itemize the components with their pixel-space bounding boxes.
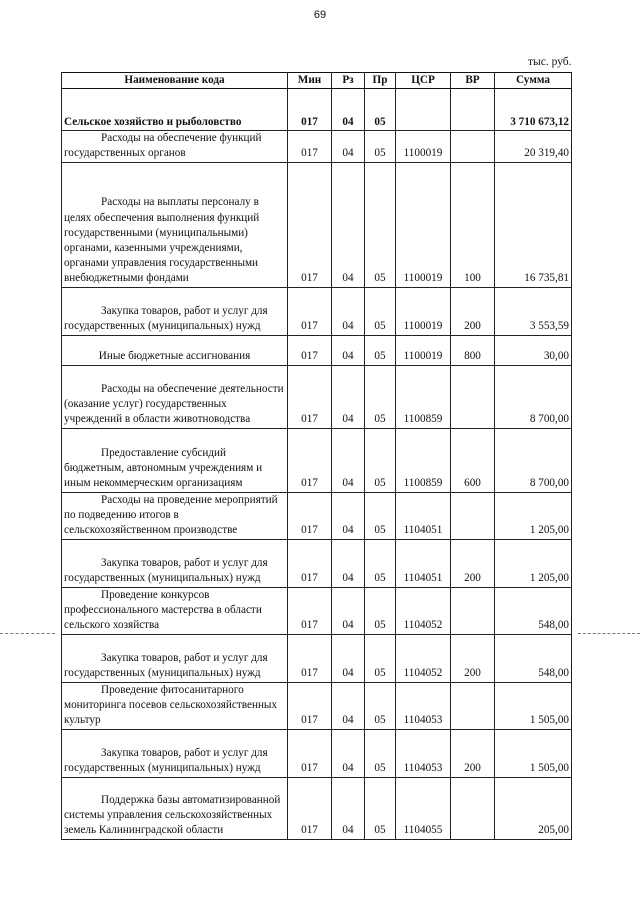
row-sum: 548,00 bbox=[495, 634, 572, 682]
table-row bbox=[62, 287, 572, 335]
row-pr: 05 bbox=[365, 428, 396, 492]
table-row bbox=[62, 365, 572, 428]
budget-table bbox=[61, 72, 572, 840]
row-csr: 1104053 bbox=[396, 682, 451, 729]
row-min: 017 bbox=[288, 335, 332, 365]
row-csr: 1100859 bbox=[396, 365, 451, 428]
row-sum: 16 735,81 bbox=[495, 162, 572, 287]
row-name: Расходы на выплаты персоналу в целях обеспечения выполнения функций государственными (муниципальными) органами, казенными учреждениями, органами управления государственными внебюджетными фондами bbox=[62, 162, 288, 287]
row-name: Проведение фитосанитарного мониторинга посевов сельскохозяйственных культур bbox=[62, 682, 288, 729]
row-csr: 1100859 bbox=[396, 428, 451, 492]
row-rz: 04 bbox=[332, 365, 365, 428]
table-row bbox=[62, 131, 572, 162]
row-pr: 05 bbox=[365, 777, 396, 839]
header-vr: ВР bbox=[451, 73, 495, 89]
page-number: 69 bbox=[313, 9, 327, 21]
row-name: Закупка товаров, работ и услуг для государственных (муниципальных) нужд bbox=[62, 729, 288, 777]
row-csr: 1100019 bbox=[396, 131, 451, 162]
row-csr: 1104051 bbox=[396, 492, 451, 539]
row-rz: 04 bbox=[332, 587, 365, 634]
row-pr: 05 bbox=[365, 89, 396, 131]
row-pr: 05 bbox=[365, 634, 396, 682]
row-rz: 04 bbox=[332, 428, 365, 492]
row-sum: 8 700,00 bbox=[495, 428, 572, 492]
row-min: 017 bbox=[288, 131, 332, 162]
row-csr: 1104055 bbox=[396, 777, 451, 839]
row-vr bbox=[451, 587, 495, 634]
row-sum: 548,00 bbox=[495, 587, 572, 634]
table-row bbox=[62, 428, 572, 492]
row-name: Иные бюджетные ассигнования bbox=[62, 335, 288, 365]
table-header-row bbox=[62, 73, 572, 89]
row-pr: 05 bbox=[365, 335, 396, 365]
row-vr bbox=[451, 131, 495, 162]
row-vr: 200 bbox=[451, 729, 495, 777]
table-row bbox=[62, 539, 572, 587]
row-rz: 04 bbox=[332, 492, 365, 539]
row-name: Проведение конкурсов профессионального мастерства в области сельского хозяйства bbox=[62, 587, 288, 634]
row-pr: 05 bbox=[365, 162, 396, 287]
row-name: Поддержка базы автоматизированной системы управления сельскохозяйственных земель Калининградской области bbox=[62, 777, 288, 839]
row-csr: 1100019 bbox=[396, 287, 451, 335]
row-vr bbox=[451, 682, 495, 729]
row-sum: 1 505,00 bbox=[495, 682, 572, 729]
table-row bbox=[62, 492, 572, 539]
header-min: Мин bbox=[288, 73, 332, 89]
row-vr: 200 bbox=[451, 634, 495, 682]
row-rz: 04 bbox=[332, 335, 365, 365]
row-csr: 1104052 bbox=[396, 634, 451, 682]
row-pr: 05 bbox=[365, 682, 396, 729]
row-sum: 1 205,00 bbox=[495, 539, 572, 587]
header-csr: ЦСР bbox=[396, 73, 451, 89]
header-sum: Сумма bbox=[495, 73, 572, 89]
units-label: тыс. руб. bbox=[528, 56, 572, 68]
row-name: Закупка товаров, работ и услуг для государственных (муниципальных) нужд bbox=[62, 287, 288, 335]
row-vr: 200 bbox=[451, 539, 495, 587]
row-rz: 04 bbox=[332, 539, 365, 587]
row-vr bbox=[451, 777, 495, 839]
row-vr: 800 bbox=[451, 335, 495, 365]
row-sum: 3 710 673,12 bbox=[495, 89, 572, 131]
row-name: Расходы на проведение мероприятий по подведению итогов в сельскохозяйственном производстве bbox=[62, 492, 288, 539]
row-rz: 04 bbox=[332, 162, 365, 287]
table-row bbox=[62, 89, 572, 131]
scan-artifact-line bbox=[0, 633, 55, 634]
table-row bbox=[62, 634, 572, 682]
table-row bbox=[62, 682, 572, 729]
row-min: 017 bbox=[288, 492, 332, 539]
row-name: Расходы на обеспечение функций государственных органов bbox=[62, 131, 288, 162]
row-csr: 1104053 bbox=[396, 729, 451, 777]
row-sum: 205,00 bbox=[495, 777, 572, 839]
row-min: 017 bbox=[288, 428, 332, 492]
table-row bbox=[62, 777, 572, 839]
row-name: Сельское хозяйство и рыболовство bbox=[62, 89, 288, 131]
row-vr bbox=[451, 89, 495, 131]
row-csr: 1100019 bbox=[396, 335, 451, 365]
row-rz: 04 bbox=[332, 634, 365, 682]
row-rz: 04 bbox=[332, 89, 365, 131]
row-vr: 600 bbox=[451, 428, 495, 492]
row-min: 017 bbox=[288, 162, 332, 287]
row-csr: 1100019 bbox=[396, 162, 451, 287]
header-pr: Пр bbox=[365, 73, 396, 89]
header-name: Наименование кода bbox=[62, 73, 288, 89]
row-pr: 05 bbox=[365, 587, 396, 634]
row-min: 017 bbox=[288, 682, 332, 729]
row-pr: 05 bbox=[365, 287, 396, 335]
scan-artifact-line bbox=[578, 633, 640, 634]
row-vr bbox=[451, 492, 495, 539]
row-min: 017 bbox=[288, 634, 332, 682]
row-pr: 05 bbox=[365, 131, 396, 162]
row-name: Закупка товаров, работ и услуг для государственных (муниципальных) нужд bbox=[62, 539, 288, 587]
row-min: 017 bbox=[288, 729, 332, 777]
row-rz: 04 bbox=[332, 777, 365, 839]
row-min: 017 bbox=[288, 287, 332, 335]
row-name: Предоставление субсидий бюджетным, автономным учреждениям и иным некоммерческим организациям bbox=[62, 428, 288, 492]
row-pr: 05 bbox=[365, 729, 396, 777]
row-csr bbox=[396, 89, 451, 131]
row-min: 017 bbox=[288, 365, 332, 428]
row-vr bbox=[451, 365, 495, 428]
header-rz: Рз bbox=[332, 73, 365, 89]
row-sum: 1 505,00 bbox=[495, 729, 572, 777]
row-name: Расходы на обеспечение деятельности (оказание услуг) государственных учреждений в области животноводства bbox=[62, 365, 288, 428]
row-min: 017 bbox=[288, 777, 332, 839]
row-pr: 05 bbox=[365, 492, 396, 539]
row-min: 017 bbox=[288, 587, 332, 634]
row-sum: 3 553,59 bbox=[495, 287, 572, 335]
row-sum: 8 700,00 bbox=[495, 365, 572, 428]
row-min: 017 bbox=[288, 89, 332, 131]
row-csr: 1104052 bbox=[396, 587, 451, 634]
row-min: 017 bbox=[288, 539, 332, 587]
row-sum: 20 319,40 bbox=[495, 131, 572, 162]
table-row bbox=[62, 587, 572, 634]
row-csr: 1104051 bbox=[396, 539, 451, 587]
row-rz: 04 bbox=[332, 682, 365, 729]
row-pr: 05 bbox=[365, 539, 396, 587]
row-name: Закупка товаров, работ и услуг для государственных (муниципальных) нужд bbox=[62, 634, 288, 682]
row-vr: 100 bbox=[451, 162, 495, 287]
row-rz: 04 bbox=[332, 729, 365, 777]
row-vr: 200 bbox=[451, 287, 495, 335]
table-row bbox=[62, 162, 572, 287]
table-row bbox=[62, 729, 572, 777]
row-sum: 30,00 bbox=[495, 335, 572, 365]
table-row bbox=[62, 335, 572, 365]
row-sum: 1 205,00 bbox=[495, 492, 572, 539]
row-pr: 05 bbox=[365, 365, 396, 428]
row-rz: 04 bbox=[332, 131, 365, 162]
row-rz: 04 bbox=[332, 287, 365, 335]
